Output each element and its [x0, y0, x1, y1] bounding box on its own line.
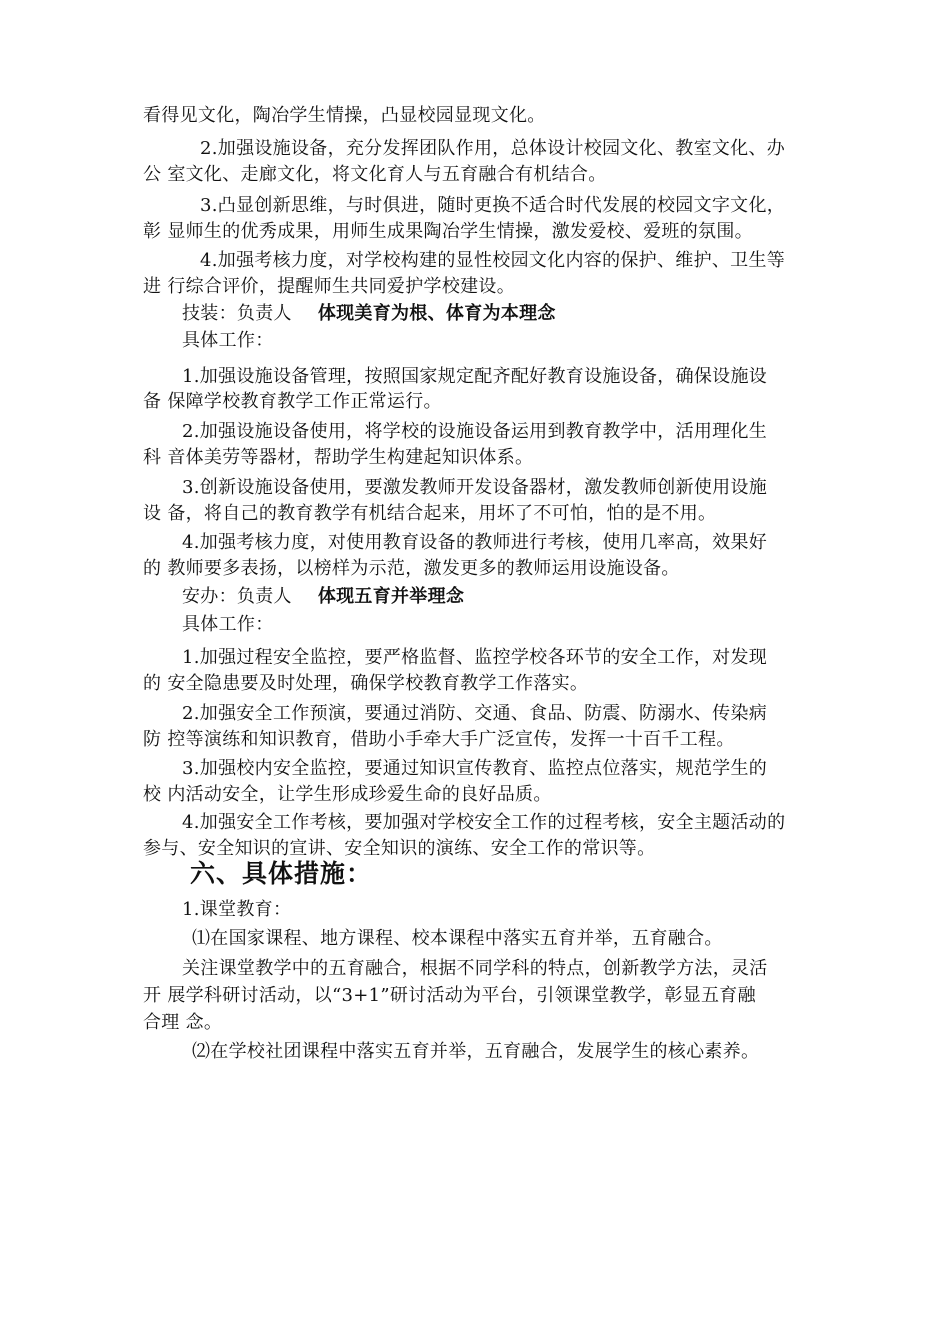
paragraph-line: 4.加强考核力度，对使用教育设备的教师进行考核，使用几率高，效果好	[182, 532, 768, 553]
paragraph-line: 3.加强校内安全监控，要通过知识宣传教育、监控点位落实，规范学生的	[182, 758, 768, 779]
paragraph-line: 的 安全隐患要及时处理，确保学校教育教学工作落实。	[143, 673, 589, 694]
subheading: 具体工作：	[182, 330, 274, 351]
paragraph-line: 彰 显师生的优秀成果，用师生成果陶冶学生情操，激发爱校、爱班的氛围。	[143, 221, 753, 242]
paragraph-line: ⑵在学校社团课程中落实五育并举，五育融合，发展学生的核心素养。	[192, 1041, 760, 1062]
paragraph-line: 3.凸显创新思维，与时俱进，随时更换不适合时代发展的校园文字文化，	[200, 195, 786, 216]
paragraph-line: 备 保障学校教育教学工作正常运行。	[143, 391, 442, 412]
paragraph-line: 公 室文化、走廊文化，将文化育人与五育融合有机结合。	[143, 164, 607, 185]
paragraph-line: 1.加强过程安全监控，要严格监督、监控学校各环节的安全工作，对发现	[182, 647, 768, 668]
paragraph-line: 设 备，将自己的教育教学有机结合起来，用坏了不可怕，怕的是不用。	[143, 503, 717, 524]
paragraph-line: ⑴在国家课程、地方课程、校本课程中落实五育并举，五育融合。	[192, 928, 723, 949]
section-heading: 六、具体措施：	[190, 859, 373, 888]
paragraph-line: 3.创新设施设备使用，要激发教师开发设备器材，激发教师创新使用设施	[182, 477, 768, 498]
department-title: 体现五育并举理念	[317, 586, 465, 607]
department-title: 体现美育为根、体育为本理念	[317, 303, 556, 324]
paragraph-line: 校 内活动安全，让学生形成珍爱生命的良好品质。	[143, 784, 552, 805]
paragraph-line: 参与、安全知识的宣讲、安全知识的演练、安全工作的常识等。	[143, 838, 656, 859]
subheading: 1.课堂教育：	[182, 899, 292, 920]
paragraph-line: 的 教师要多表扬，以榜样为示范，激发更多的教师运用设施设备。	[143, 558, 680, 579]
paragraph-line: 进 行综合评价，提醒师生共同爱护学校建设。	[143, 276, 516, 297]
paragraph-line: 防 控等演练和知识教育，借助小手牵大手广泛宣传，发挥一十百千工程。	[143, 729, 735, 750]
paragraph-line: 1.加强设施设备管理，按照国家规定配齐配好教育设施设备，确保设施设	[182, 366, 768, 387]
paragraph-line: 4.加强安全工作考核，要加强对学校安全工作的过程考核，安全主题活动的	[182, 812, 786, 833]
department-label: 技装：负责人	[182, 303, 292, 324]
subheading: 具体工作：	[182, 614, 274, 635]
paragraph-line: 看得见文化，陶冶学生情操，凸显校园显现文化。	[143, 105, 546, 126]
department-line	[182, 301, 556, 327]
paragraph-line: 4.加强考核力度，对学校构建的显性校园文化内容的保护、维护、卫生等	[200, 250, 786, 271]
paragraph-line: 2.加强设施设备使用，将学校的设施设备运用到教育教学中，活用理化生	[182, 421, 768, 442]
paragraph-line: 科 音体美劳等器材，帮助学生构建起知识体系。	[143, 447, 534, 468]
paragraph-line: 2.加强安全工作预演，要通过消防、交通、食品、防震、防溺水、传染病	[182, 703, 768, 724]
paragraph-line: 关注课堂教学中的五育融合，根据不同学科的特点，创新教学方法，灵活	[182, 958, 768, 979]
paragraph-line: 开 展学科研讨活动，以“3+1”研讨活动为平台，引领课堂教学，彰显五育融	[143, 985, 756, 1006]
paragraph-line: 合理 念。	[143, 1012, 223, 1033]
department-label: 安办：负责人	[182, 586, 292, 607]
department-line	[182, 584, 464, 610]
paragraph-line: 2.加强设施设备，充分发挥团队作用，总体设计校园文化、教室文化、办	[200, 138, 786, 159]
